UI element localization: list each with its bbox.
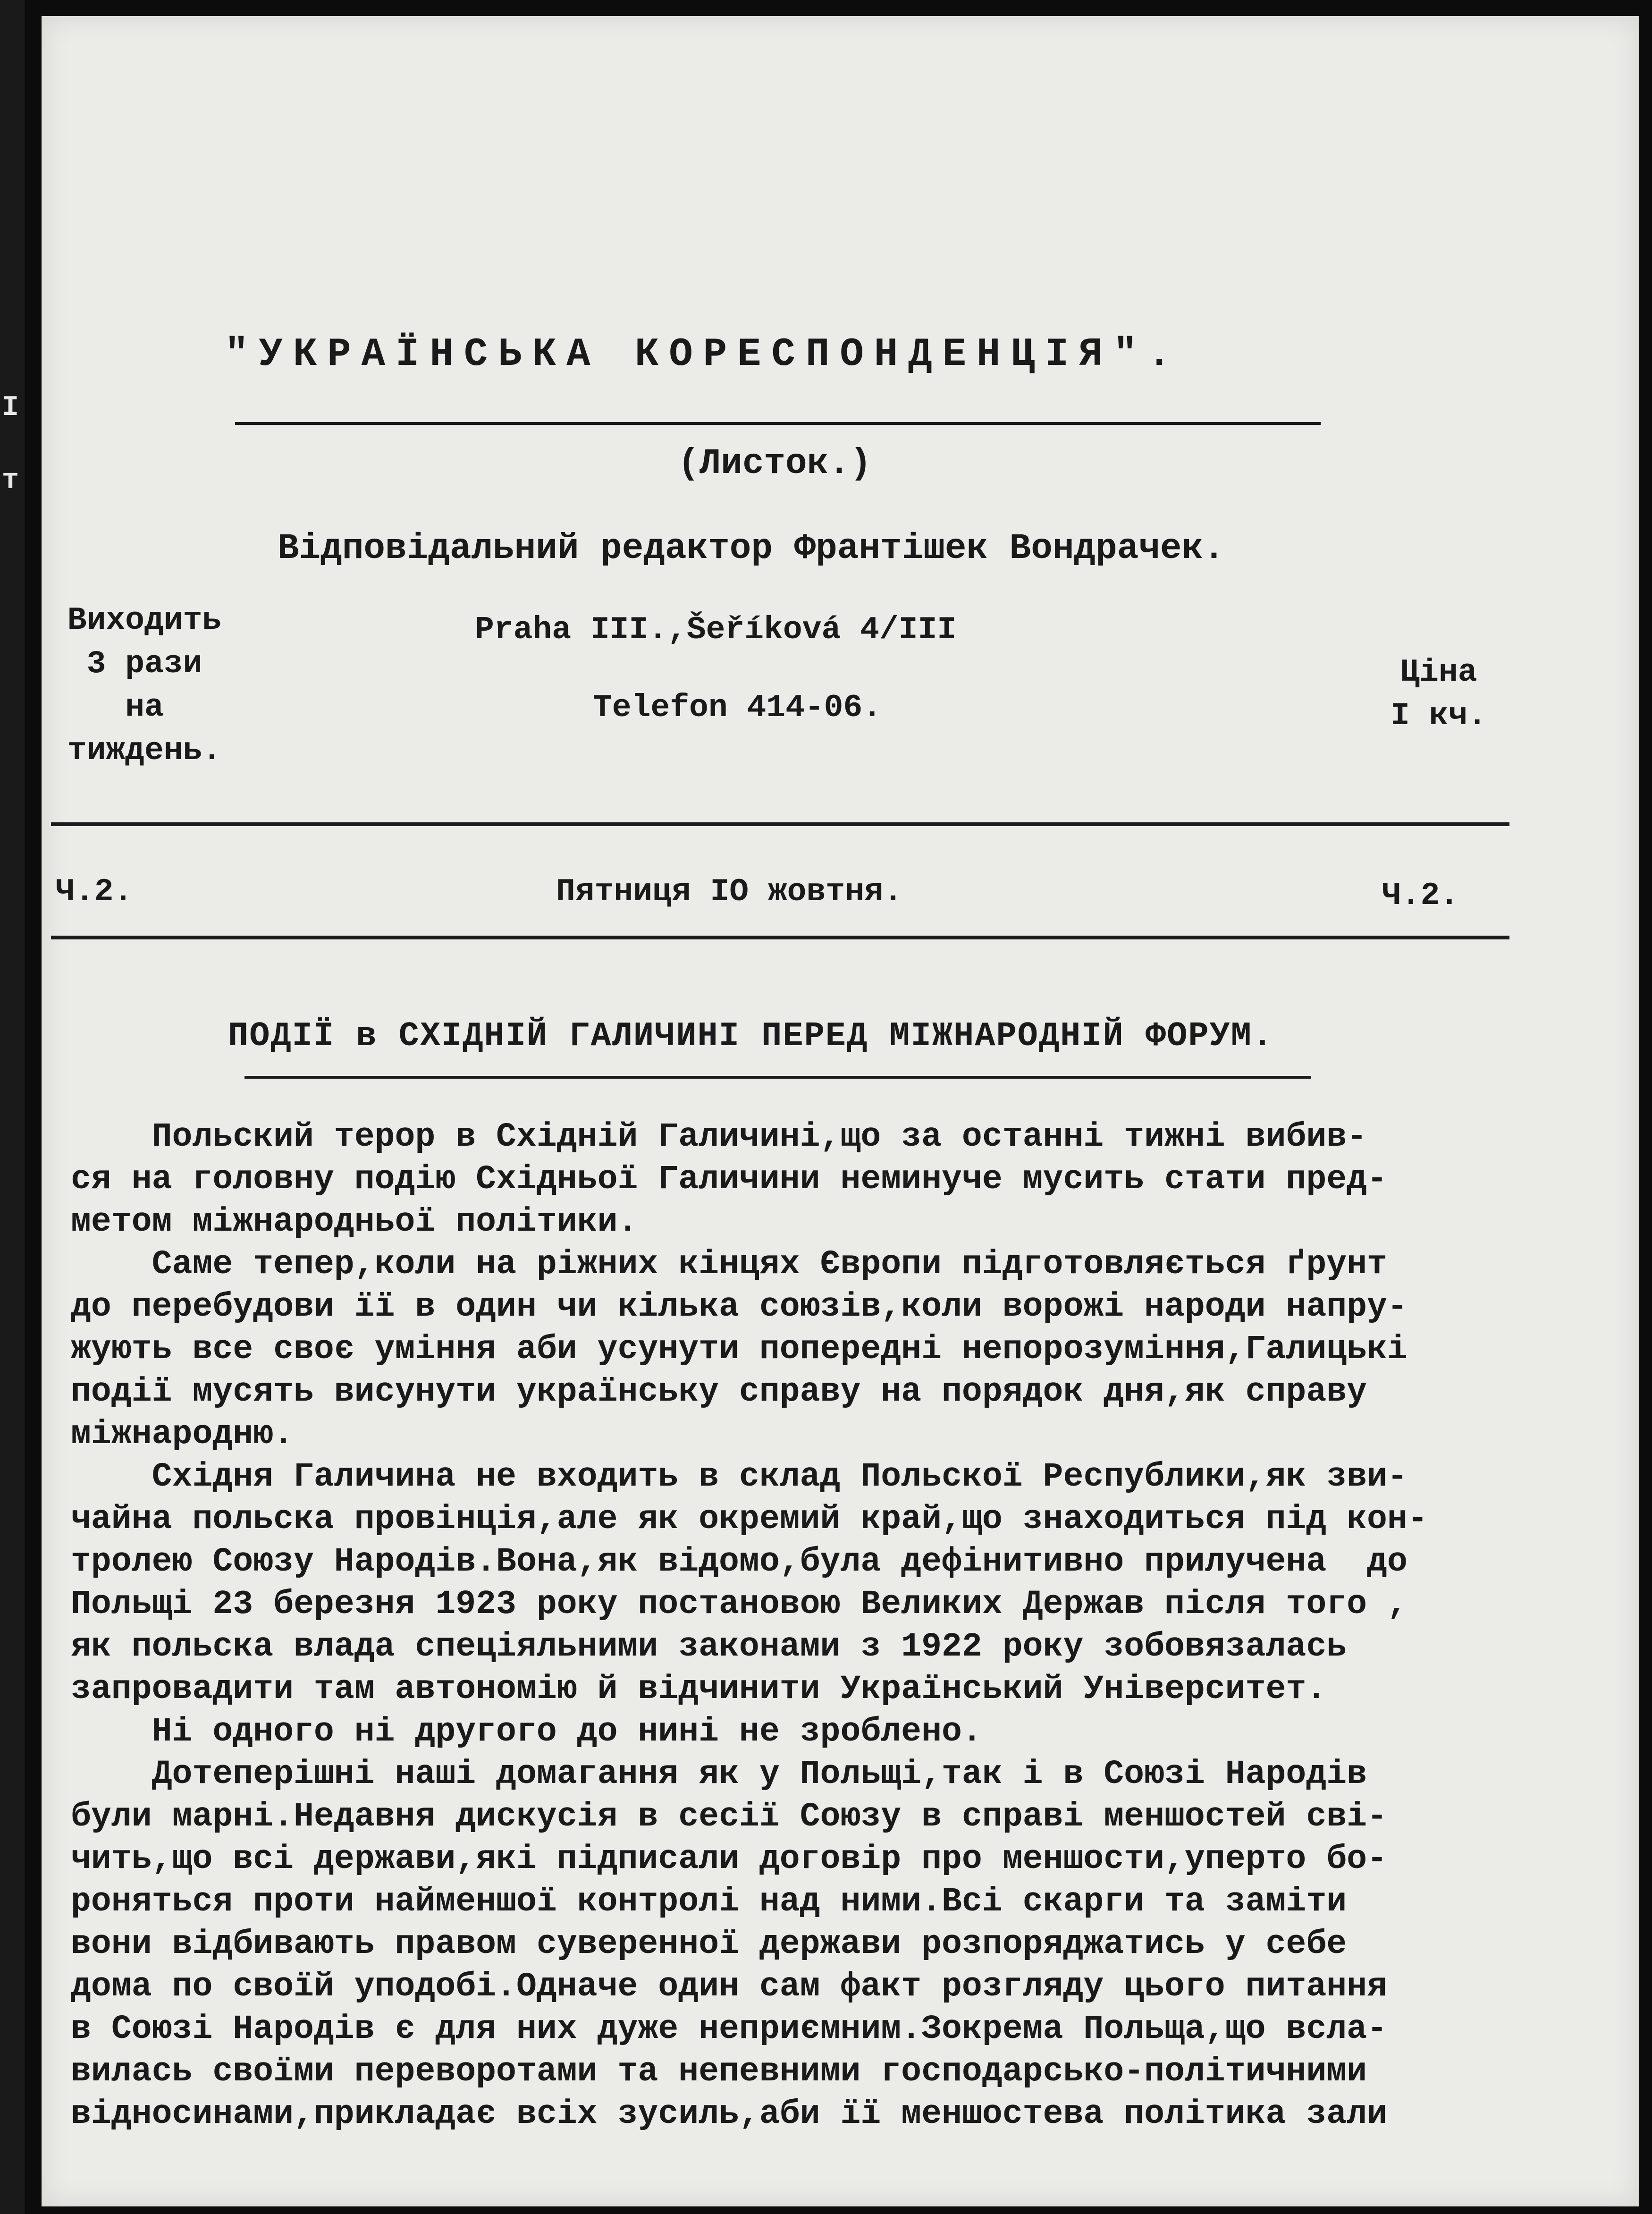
body-line: чайна польска провінція,але як окремий край,що знаходиться під кон- (71, 1500, 1428, 1538)
frequency-line: тиждень. (67, 733, 222, 769)
body-line: вони відбивають правом суверенної держави розпоряджатись у себе (71, 1925, 1347, 1963)
price-label: Ціна (1400, 654, 1477, 691)
issue-rule-bottom (51, 936, 1509, 939)
frequency-line: Виходить (67, 602, 222, 639)
body-line: Саме тепер,коли на ріжних кінцях Європи підготовляється ґрунт (71, 1245, 1387, 1284)
newsletter-title: "УКРАЇНСЬКА КОРЕСПОНДЕНЦІЯ". (225, 332, 1182, 377)
body-line: жують все своє уміння аби усунути попередні непорозуміння,Галицькі (71, 1330, 1408, 1369)
phone: Telefon 414-06. (593, 690, 882, 726)
body-line: Східня Галичина не входить в склад Польскої Республики,як зви- (71, 1458, 1408, 1496)
subtitle: (Листок.) (678, 443, 872, 484)
issue-number-right: Ч.2. (1382, 878, 1459, 914)
address: Praha III.,Šeříková 4/III (475, 612, 957, 648)
body-line: дома по своїй уподобі.Одначе один сам факт розгляду цього питання (71, 1968, 1387, 2006)
body-line: Польский терор в Східній Галичині,що за останні тижні вибив- (71, 1118, 1367, 1156)
scan-left-edge (0, 0, 25, 2214)
body-line: до перебудови її в один чи кілька союзів,коли ворожі народи напру- (71, 1288, 1408, 1326)
body-line: Дотеперішні наші домагання як у Польщі,так і в Союзі Народів (71, 1755, 1367, 1793)
edge-mark-2: т (2, 465, 19, 497)
title-underline (235, 422, 1321, 425)
body-line: Ні одного ні другого до нині не зроблено. (71, 1713, 982, 1751)
article-body (71, 1116, 1515, 2136)
body-line: метом міжнародньої політики. (71, 1203, 638, 1241)
article-headline: ПОДІЇ в СХІДНІЙ ГАЛИЧИНІ ПЕРЕД МІЖНАРОДНІЙ ФОРУМ. (228, 1017, 1274, 1056)
body-line: були марні.Недавня дискусія в сесії Союзу в справі меншостей сві- (71, 1798, 1387, 1836)
body-line: в Союзі Народів є для них дуже неприємним.Зокрема Польща,що всла- (71, 2010, 1387, 2048)
body-line: тролею Союзу Народів.Вона,як відомо,була дефінитивно прилучена до (71, 1543, 1408, 1581)
frequency-block (59, 599, 229, 773)
body-line: відносинами,прикладає всіх зусиль,аби її меншостева політика зали (71, 2095, 1387, 2133)
editor-line: Відповідальний редактор Франтішек Вондрачек. (278, 528, 1225, 569)
body-line: Польщі 23 березня 1923 року постановою Великих Держав після того , (71, 1585, 1408, 1623)
issue-date: Пятниця IO жовтня. (556, 874, 903, 910)
headline-underline (244, 1076, 1311, 1079)
body-line: події мусять висунути українську справу на порядок дня,як справу (71, 1373, 1367, 1411)
issue-rule-top (51, 822, 1509, 826)
body-line: роняться проти найменшої контролі над ними.Всі скарги та заміти (71, 1883, 1347, 1921)
edge-mark-1: I (2, 392, 19, 424)
body-line: вилась своїми переворотами та непевними господарсько-політичними (71, 2053, 1367, 2091)
body-line: міжнародню. (71, 1415, 294, 1453)
body-line: ся на головну подію Східньої Галичини неминуче мусить стати пред- (71, 1160, 1387, 1199)
body-line: запровадити там автономію й відчинити Український Університет. (71, 1670, 1327, 1708)
body-line: чить,що всі держави,які підписали договір про меншости,уперто бо- (71, 1840, 1387, 1878)
frequency-line: на (125, 689, 164, 726)
price-value: I кч. (1390, 698, 1487, 734)
body-line: як польска влада спеціяльними законами з 1922 року зобовязалась (71, 1628, 1347, 1666)
document-page (42, 16, 1639, 2206)
frequency-line: 3 рази (86, 646, 202, 682)
price-block (1377, 651, 1500, 738)
issue-number-left: Ч.2. (56, 874, 133, 910)
